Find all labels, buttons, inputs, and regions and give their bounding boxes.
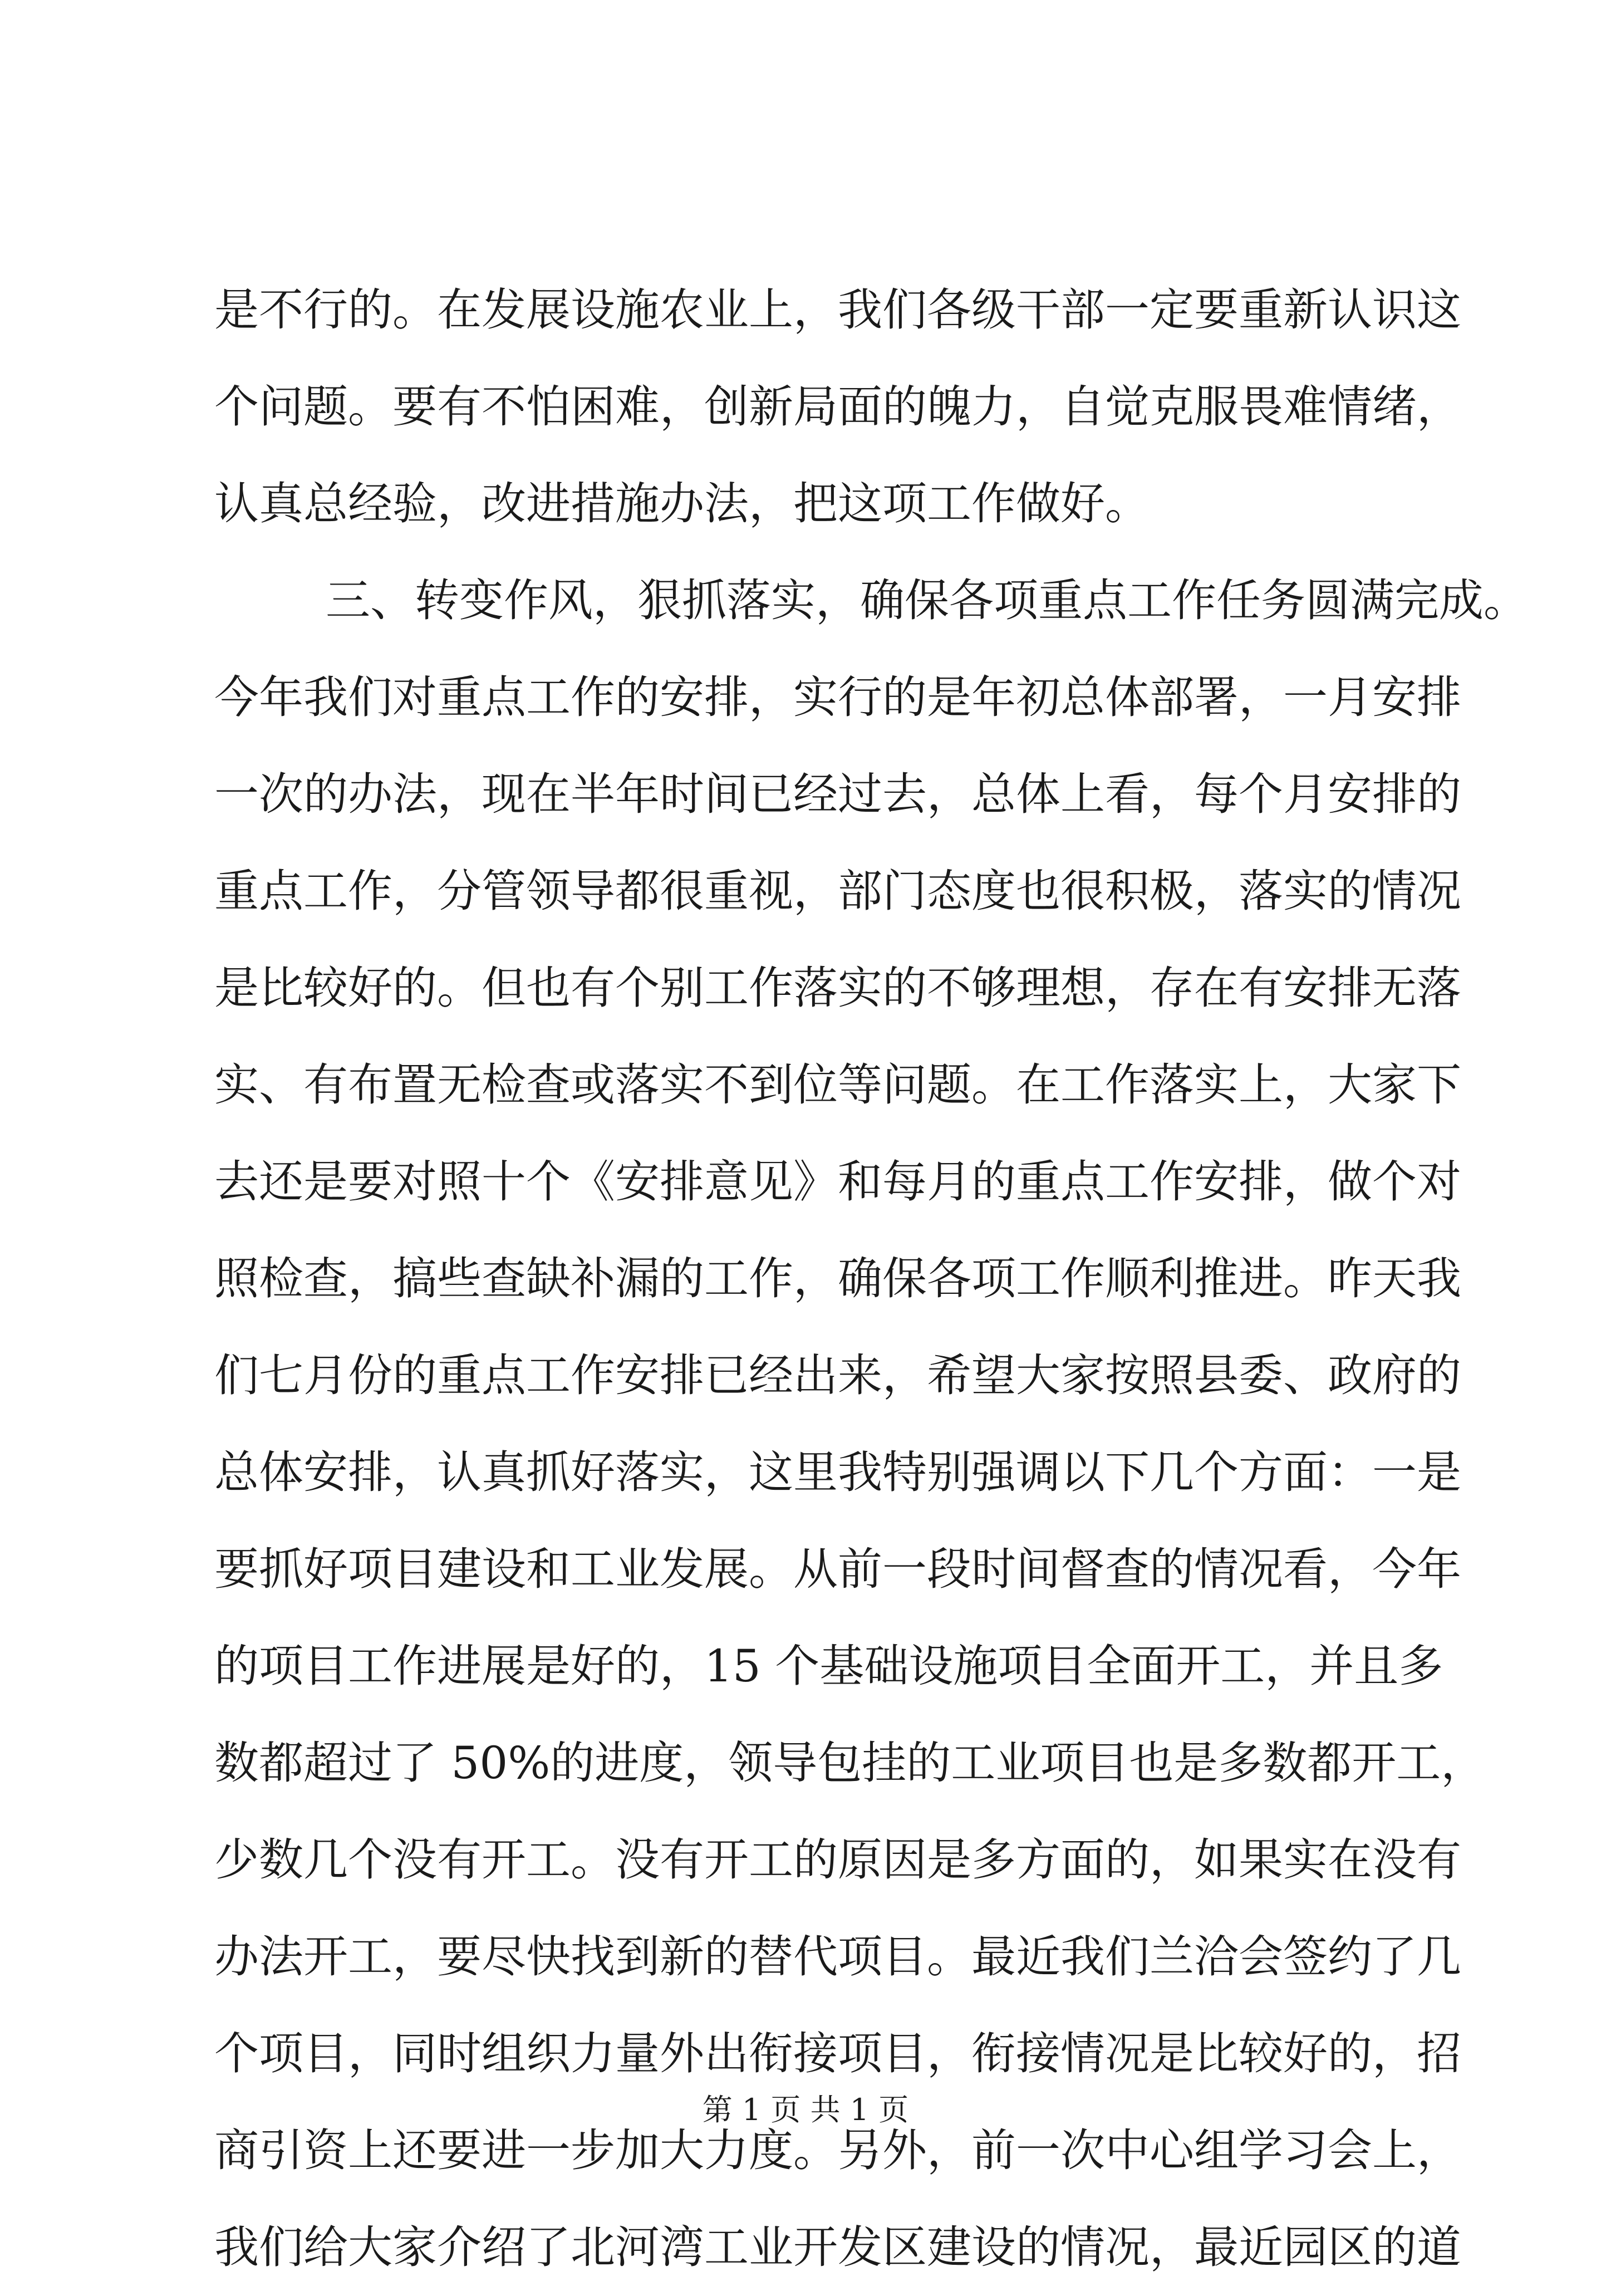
text-line: 认真总经验，改进措施办法，把这项工作做好。: [214, 478, 1150, 529]
section-heading-line: 三、转变作风，狠抓落实，确保各项重点工作任务圆满完成。: [326, 575, 1528, 626]
text-line: 数都超过了 50%的进度，领导包挂的工业项目也是多数都开工，: [214, 1737, 1486, 1789]
body-text: [214, 262, 1528, 2296]
text-line: 办法开工，要尽快找到新的替代项目。最近我们兰洽会签约了几: [214, 1931, 1461, 1983]
text-line: 少数几个没有开工。没有开工的原因是多方面的，如果实在没有: [214, 1834, 1461, 1886]
text-line: 商引资上还要进一步加大力度。另外，前一次中心组学习会上，: [214, 2125, 1461, 2176]
text-line: 重点工作，分管领导都很重视，部门态度也很积极，落实的情况: [214, 865, 1461, 917]
text-line: 照检查，搞些查缺补漏的工作，确保各项工作顺利推进。昨天我: [214, 1253, 1461, 1304]
text-line: 要抓好项目建设和工业发展。从前一段时间督查的情况看，今年: [214, 1543, 1461, 1595]
text-line: 们七月份的重点工作安排已经出来，希望大家按照县委、政府的: [214, 1350, 1461, 1401]
text-line: 我们给大家介绍了北河湾工业开发区建设的情况，最近园区的道: [214, 2221, 1461, 2273]
text-line: 的项目工作进展是好的，15 个基础设施项目全面开工，并且多: [214, 1640, 1443, 1692]
page-number-footer: 第 1 页 共 1 页: [702, 2092, 909, 2127]
text-line: 是比较好的。但也有个别工作落实的不够理想，存在有安排无落: [214, 962, 1461, 1014]
text-line: 去还是要对照十个《安排意见》和每月的重点工作安排，做个对: [214, 1156, 1461, 1208]
text-line: 总体安排，认真抓好落实，这里我特别强调以下几个方面：一是: [214, 1446, 1461, 1498]
text-line: 是不行的。在发展设施农业上，我们各级干部一定要重新认识这: [214, 284, 1461, 336]
text-line: 一次的办法，现在半年时间已经过去，总体上看，每个月安排的: [214, 768, 1461, 820]
text-line: 实、有布置无检查或落实不到位等问题。在工作落实上，大家下: [214, 1059, 1461, 1111]
text-line: 个问题。要有不怕困难，创新局面的魄力，自觉克服畏难情绪，: [214, 381, 1461, 433]
text-line: 今年我们对重点工作的安排，实行的是年初总体部署，一月安排: [214, 671, 1461, 723]
text-line: 个项目，同时组织力量外出衔接项目，衔接情况是比较好的，招: [214, 2028, 1461, 2079]
